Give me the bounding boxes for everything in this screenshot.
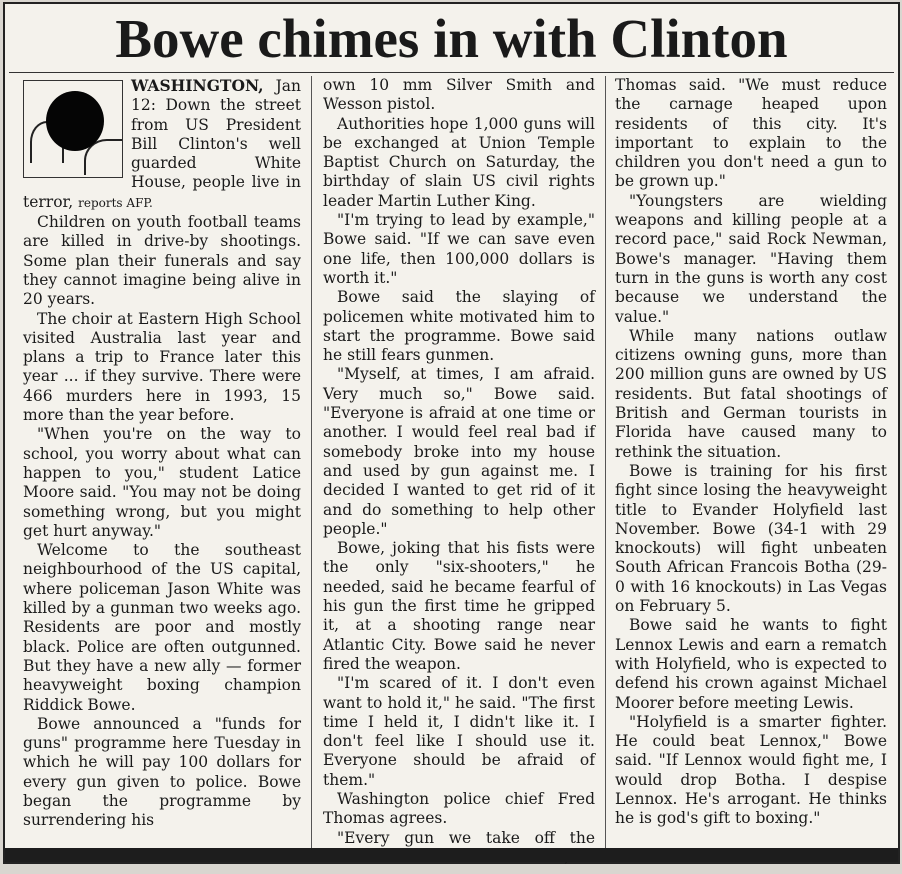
- paragraph: "I'm scared of it. I don't even want to hold it," he said. "The first time I held it, I didn't like it. I don't feel like I should use it. Everyone should be afraid of them.": [323, 674, 595, 789]
- paragraph: "Holyfield is a smarter fighter. He could beat Lennox," Bowe said. "If Lennox would fight me, I would drop Botha. I despise Lennox. He's arrogant. He thinks he is god's gift to boxing.": [615, 712, 887, 828]
- paragraph: Bowe is training for his first fight since losing the heavyweight title to Evander Holyfield last November. Bowe (34-1 with 29 knockouts) will fight unbeaten South African Francois Botha (29-0 with 16 knockouts) in Las Vegas on February 5.: [615, 461, 887, 616]
- credit: reports AFP.: [78, 195, 153, 210]
- column-3: [615, 76, 887, 856]
- paragraph: Washington police chief Fred Thomas agrees.: [323, 789, 595, 828]
- lead-text: Jan 12: Down the street from US President Bill Clinton's well guarded White House, people live in terror,: [23, 77, 301, 211]
- paragraph: Bowe, joking that his fists were the only "six-shooters," he needed, said he became fearful of his gun the first time he gripped it, at a shooting range near Atlantic City. Bowe said he never fired the weapon.: [323, 539, 595, 673]
- paragraph: "Youngsters are wielding weapons and killing people at a record pace," said Rock Newman, Bowe's manager. "Having them turn in the guns is worth any cost because we understand the value.": [615, 191, 887, 326]
- bottom-edge-band: [5, 848, 898, 862]
- paragraph: While many nations outlaw citizens owning guns, more than 200 million guns are owned by US residents. But fatal shootings of British and German tourists in Florida have caused many to rethink the situation.: [615, 326, 887, 461]
- paragraph: own 10 mm Silver Smith and Wesson pistol.: [323, 76, 595, 114]
- paragraph: "I'm trying to lead by example," Bowe said. "If we can save even one life, then 100,000 dollars is worth it.": [323, 211, 595, 287]
- column-2: [323, 76, 595, 856]
- paragraph: Bowe said the slaying of policemen white motivated him to start the programme. Bowe said he still fears gunmen.: [323, 288, 595, 365]
- paragraph: "Every gun we take off the: [337, 828, 595, 847]
- column-divider: [605, 76, 606, 860]
- portrait-photo: [23, 80, 123, 178]
- photo-head: [46, 91, 104, 151]
- headline-rule: [9, 72, 894, 73]
- headline: Bowe chimes in with Clinton: [115, 8, 788, 69]
- paragraph: Welcome to the southeast neighbourhood of the US capital, where policeman Jason White was killed by a gunman two weeks ago. Residents are poor and mostly black. Police are often outgunned. But they have a new ally — former heavyweight boxing champion Riddick Bowe.: [23, 541, 301, 714]
- paragraph: "When you're on the way to school, you worry about what can happen to you," student Latice Moore said. "You may not be doing something wrong, but you might get hurt anyway.": [23, 425, 301, 540]
- paragraph: Children on youth football teams are killed in drive-by shootings. Some plan their funerals and say they cannot imagine being alive in 20 years.: [23, 213, 301, 309]
- column-divider: [311, 76, 312, 860]
- paragraph: "Myself, at times, I am afraid. Very much so," Bowe said. "Everyone is afraid at one time or another. I would feel real bad if somebody broke into my house and used by gun against me. I decided I wanted to get rid of it and do something to help other people.": [323, 365, 595, 538]
- dateline: WASHINGTON,: [131, 76, 264, 95]
- column-1: [23, 76, 301, 856]
- paragraph: Authorities hope 1,000 guns will be exchanged at Union Temple Baptist Church on Saturday, the birthday of slain US civil rights leader Martin Luther King.: [323, 114, 595, 210]
- paragraph: Bowe said he wants to fight Lennox Lewis and earn a rematch with Holyfield, who is expected to defend his crown against Michael Moorer before meeting Lewis.: [615, 616, 887, 712]
- newspaper-clipping: [3, 2, 900, 864]
- paragraph: Bowe announced a "funds for guns" programme here Tuesday in which he will pay 100 dollars for every gun given to police. Bowe began the programme by surrendering his: [23, 714, 301, 830]
- paragraph: Thomas said. "We must reduce the carnage heaped upon residents of this city. It's important to explain to the children you don't need a gun to be grown up.": [615, 76, 887, 191]
- paragraph: The choir at Eastern High School visited Australia last year and plans a trip to France later this year ... if they survive. There were 466 murders here in 1993, 15 more than the year before.: [23, 309, 301, 425]
